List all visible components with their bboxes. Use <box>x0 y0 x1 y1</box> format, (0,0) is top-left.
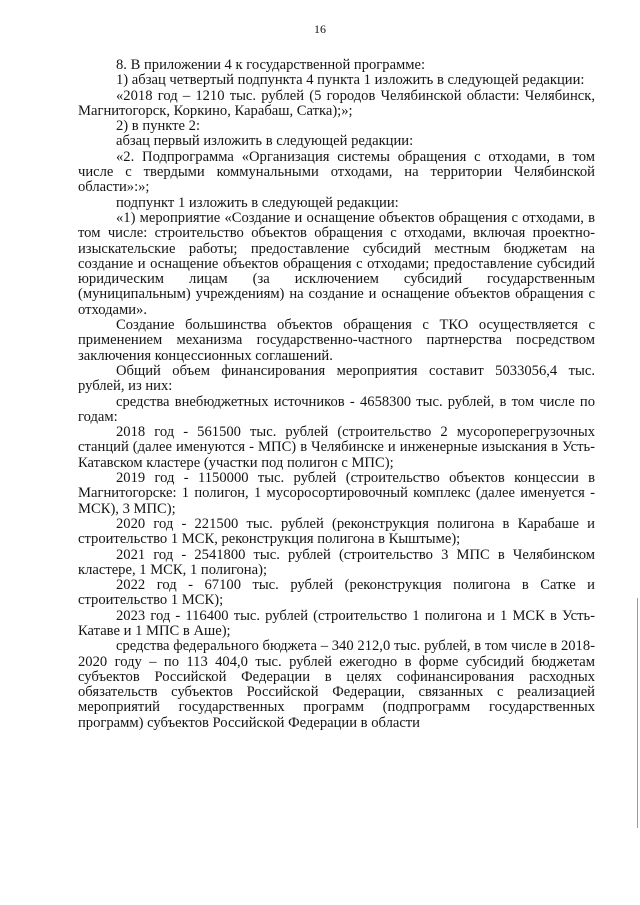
scan-edge-line <box>637 598 638 828</box>
year-2021: 2021 год - 2541800 тыс. рублей (строительство 3 МПС в Челябинском кластере, 1 МСК, 1 полигона); <box>78 546 595 578</box>
year-2018: 2018 год - 561500 тыс. рублей (строительство 2 мусороперегрузочных станций (далее именуются - МПС) в Челябинске и инженерные изыскания в Усть-Катавском кластере (участки под полигон с МПС); <box>78 424 595 471</box>
document-body <box>78 58 595 731</box>
extrabudgetary-funds: средства внебюджетных источников - 4658300 тыс. рублей, в том числе по годам: <box>78 393 595 425</box>
subitem-instruction: подпункт 1 изложить в следующей редакции: <box>116 194 399 211</box>
amendment-item-1: 1) абзац четвертый подпункта 4 пункта 1 изложить в следующей редакции: <box>116 72 585 89</box>
amendment-item-2: 2) в пункте 2: <box>116 118 201 135</box>
page-number: 16 <box>314 22 326 36</box>
year-2019: 2019 год - 1150000 тыс. рублей (строительство объектов концессии в Магнитогорске: 1 полигон, 1 мусоросортировочный комплекс (далее именуется - МСК), 3 МПС); <box>78 470 595 517</box>
section-heading: 8. В приложении 4 к государственной программе: <box>116 57 426 73</box>
federal-funds: средства федерального бюджета – 340 212,0 тыс. рублей, в том числе в 2018-2020 году – по 113 404,0 тыс. рублей ежегодно в форме субсидий бюджетам субъектов Российской Федерации в целях софинансирования расходных обязательств субъектов Российской Федерации, связанных с реализацией мероприятий государственных программ (подпрограмм государственных программ) субъектов Российской Федерации в области <box>78 638 595 731</box>
total-financing: Общий объем финансирования мероприятия составит 5033056,4 тыс. рублей, из них: <box>78 362 595 395</box>
year-2022: 2022 год - 67100 тыс. рублей (реконструкция полигона в Сатке и строительство 1 МСК); <box>78 577 595 609</box>
year-2023: 2023 год - 116400 тыс. рублей (строительство 1 полигона и 1 МСК в Усть-Катаве и 1 МПС в Аше); <box>78 607 595 639</box>
quoted-subprogram: «2. Подпрограмма «Организация системы обращения с отходами, в том числе с твердыми коммунальными отходами, на территории Челябинской области»:»; <box>78 148 595 196</box>
paragraph-instruction: абзац первый изложить в следующей редакции: <box>116 133 414 150</box>
ppp-paragraph: Создание большинства объектов обращения с ТКО осуществляется с применением механизма государственно-частного партнерства посредством заключения концессионных соглашений. <box>78 317 595 364</box>
year-2020: 2020 год - 221500 тыс. рублей (реконструкция полигона в Карабаше и строительство 1 МСК, реконструкция полигона в Кыштыме); <box>78 515 595 548</box>
quoted-measure: «1) мероприятие «Создание и оснащение объектов обращения с отходами, в том числе: строительство объектов обращения с отходами, включая проектно-изыскательские работы; предоставление субсидий местным бюджетам на создание и оснащение объектов обращения с отходами; предоставление субсидий юридическим лицам (за исключением субсидий государственным (муниципальным) учреждениям) на создание и оснащение объектов обращения с отходами». <box>78 209 595 318</box>
quoted-text-2018: «2018 год – 1210 тыс. рублей (5 городов Челябинской области: Челябинск, Магнитогорск, Коркино, Карабаш, Сатка);»; <box>78 87 595 119</box>
